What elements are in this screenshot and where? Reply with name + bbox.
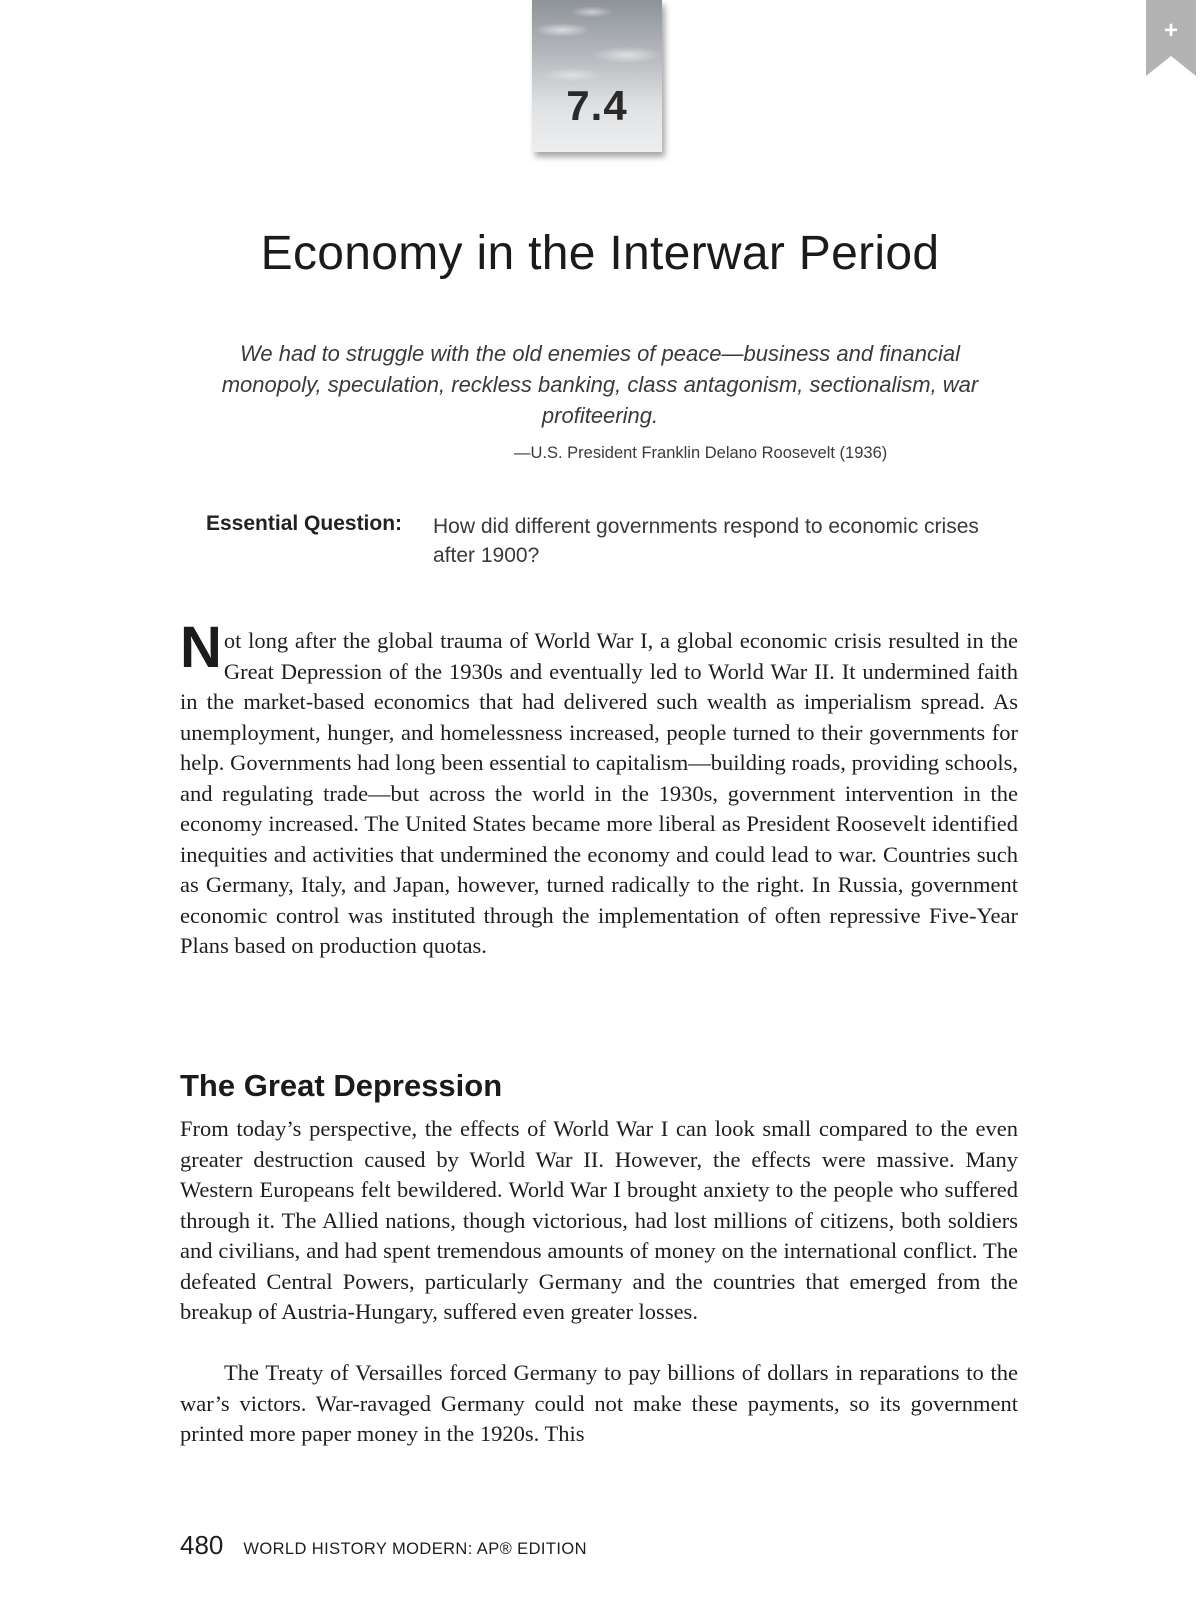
body-paragraph: The Treaty of Versailles forced Germany to pay billions of dollars in reparations to the war’s victors. War-ravaged Germany could not make these payments, so its government printed more paper money in the 1920s. This (180, 1360, 1018, 1446)
section-number: 7.4 (566, 82, 628, 129)
epigraph-quote: We had to struggle with the old enemies of peace—business and financial monopoly, speculation, reckless banking, class antagonism, sectionalism, war profiteering. (221, 341, 979, 428)
page-number: 480 (180, 1530, 224, 1560)
drop-cap: N (180, 615, 222, 680)
body-paragraph: From today’s perspective, the effects of World War I can look small compared to the even greater destruction caused by World War II. However, the effects were massive. Many Western Europeans felt bewildered. World War I brought anxiety to the people who suffered through it. The Allied nations, though victorious, had lost millions of citizens, both soldiers and civilians, and had spent tremendous amounts of money on the international conflict. The defeated Central Powers, particularly Germany and the countries that emerged from the breakup of Austria-Hungary, suffered even greater losses. (180, 1116, 1018, 1324)
intro-text: ot long after the global trauma of World War I, a global economic crisis resulted in the Great Depression of the 1930s and eventually led to World War II. It undermined faith in the market-based economics that had delivered such wealth as imperialism spread. As unemployment, hunger, and homelessness increased, people turned to their governments for help. Governments had long been essential to capitalism—building roads, providing schools, and regulating trade—but across the world in the 1930s, government intervention in the economy increased. The United States became more liberal as President Roosevelt identified inequities and activities that undermined the economy and could lead to war. Countries such as Germany, Italy, and Japan, however, turned radically to the right. In Russia, government economic control was instituted through the implementation of often repressive Five-Year Plans based on production quotas. (180, 628, 1018, 958)
page-title: Economy in the Interwar Period (260, 227, 940, 280)
book-title: WORLD HISTORY MODERN: AP® EDITION (243, 1540, 587, 1558)
section-tab (532, 0, 662, 152)
page-footer (180, 1530, 587, 1561)
bookmark-ribbon-icon (1146, 0, 1196, 76)
intro-paragraph (180, 615, 1018, 962)
epigraph-attribution: —U.S. President Franklin Delano Roosevelt (1936) (514, 444, 888, 462)
bookmark-button[interactable] (1146, 0, 1196, 76)
plus-icon: + (1163, 17, 1179, 44)
essential-question-text: How did different governments respond to economic crises after 1900? (433, 515, 979, 567)
section-heading: The Great Depression (180, 1068, 503, 1103)
essential-question-label: Essential Question: (206, 512, 403, 535)
